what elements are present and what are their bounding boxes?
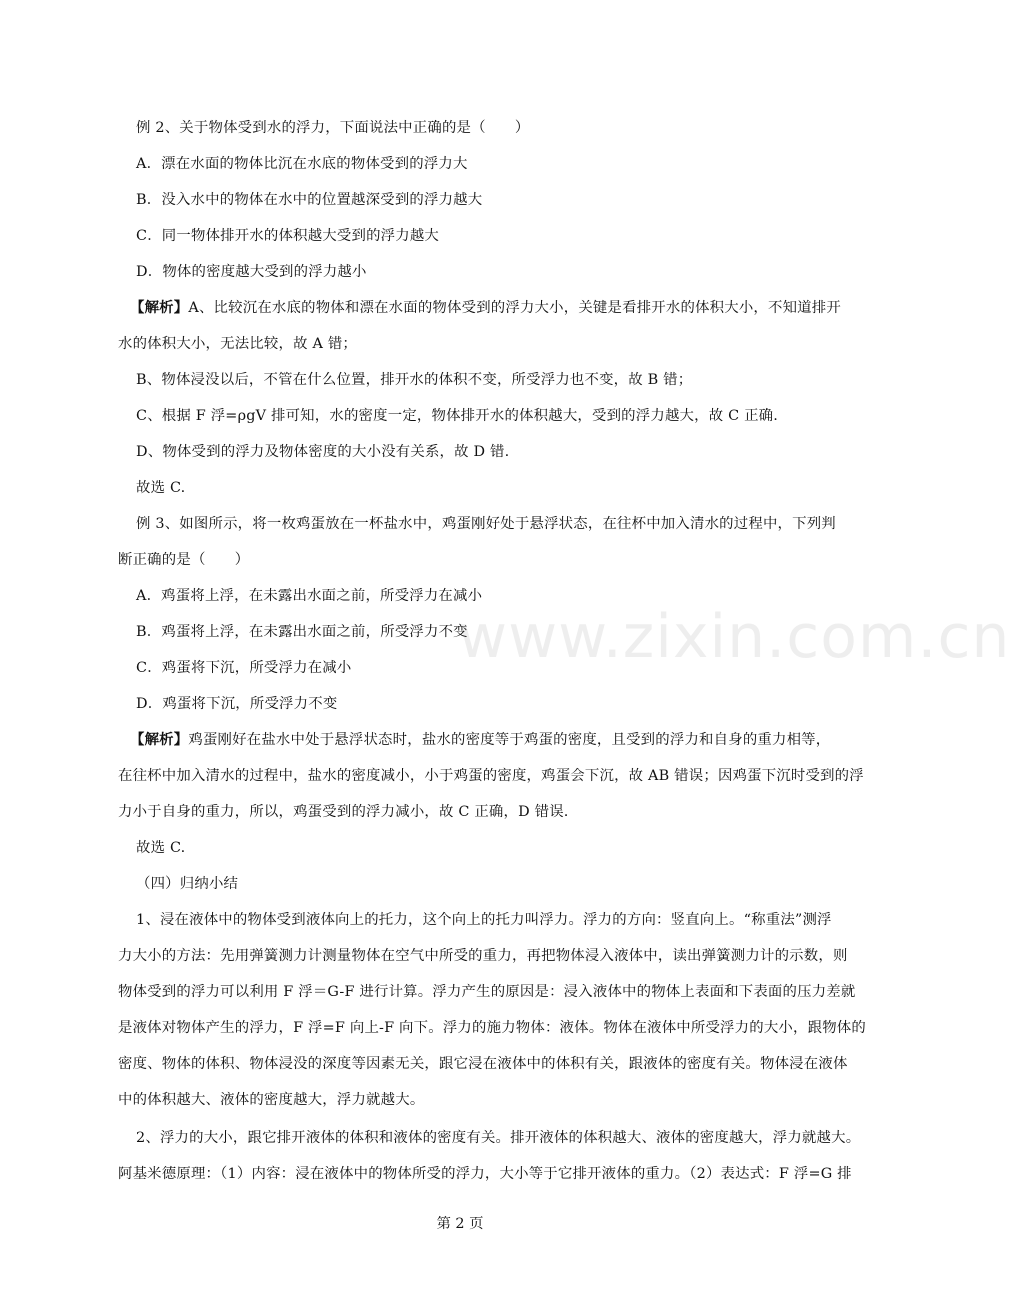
summary-p1-line: 密度、物体的体积、物体浸没的深度等因素无关，跟它浸在液体中的体积有关，跟液体的密度有关。物体浸在液体 (118, 1056, 848, 1072)
example3-option-c: C．鸡蛋将下沉，所受浮力在减小 (136, 660, 352, 676)
summary-heading: （四）归纳小结 (136, 876, 239, 892)
example3-analysis-line2: 在往杯中加入清水的过程中，盐水的密度减小，小于鸡蛋的密度，鸡蛋会下沉，故 AB 错误；因鸡蛋下沉时受到的浮 (118, 768, 864, 784)
example2-question: 例 2、关于物体受到水的浮力，下面说法中正确的是（ ） (136, 120, 530, 136)
example2-option-a: A．漂在水面的物体比沉在水底的物体受到的浮力大 (136, 156, 468, 172)
example2-option-c: C．同一物体排开水的体积越大受到的浮力越大 (136, 228, 440, 244)
example3-analysis-line1: 【解析】鸡蛋刚好在盐水中处于悬浮状态时，盐水的密度等于鸡蛋的密度，且受到的浮力和自身的重力相等， (130, 731, 831, 748)
example2-option-b: B．没入水中的物体在水中的位置越深受到的浮力越大 (136, 192, 483, 208)
example3-question-line1: 例 3、如图所示，将一枚鸡蛋放在一杯盐水中，鸡蛋刚好处于悬浮状态，在往杯中加入清水的过程中，下列判 (136, 516, 836, 532)
example2-answer: 故选 C. (136, 480, 186, 496)
example3-option-b: B．鸡蛋将上浮，在未露出水面之前，所受浮力不变 (136, 624, 468, 640)
summary-p2-line: 2、浮力的大小，跟它排开液体的体积和液体的密度有关。排开液体的体积越大、液体的密度越大，浮力就越大。 (136, 1130, 861, 1146)
example2-analysis-line2: 水的体积大小，无法比较，故 A 错； (118, 336, 358, 352)
watermark: www.zixin.com.cn (458, 602, 1010, 672)
summary-p1-line: 是液体对物体产生的浮力，F 浮=F 向上-F 向下。浮力的施力物体：液体。物体在液体中所受浮力的大小，跟物体的 (118, 1020, 866, 1036)
analysis-label: 【解析】 (130, 731, 189, 748)
summary-p1-line: 中的体积越大、液体的密度越大，浮力就越大。 (118, 1092, 425, 1108)
example3-option-d: D．鸡蛋将下沉，所受浮力不变 (136, 696, 338, 712)
page-number: 第 2 页 (436, 1216, 484, 1232)
summary-p1-line: 1、浸在液体中的物体受到液体向上的托力，这个向上的托力叫浮力。浮力的方向：竖直向上。“称重法”测浮 (136, 912, 832, 928)
analysis-label: 【解析】 (130, 299, 189, 316)
summary-p1-line: 物体受到的浮力可以利用 F 浮＝G-F 进行计算。浮力产生的原因是：浸入液体中的物体上表面和下表面的压力差就 (118, 984, 856, 1000)
example2-analysis-b: B、物体浸没以后，不管在什么位置，排开水的体积不变，所受浮力也不变，故 B 错； (136, 372, 693, 388)
example2-analysis-c: C、根据 F 浮=ρgV 排可知，水的密度一定，物体排开水的体积越大，受到的浮力越大，故 C 正确. (136, 408, 779, 424)
example2-option-d: D．物体的密度越大受到的浮力越小 (136, 264, 367, 280)
summary-p1-line: 力大小的方法：先用弹簧测力计测量物体在空气中所受的重力，再把物体浸入液体中，读出弹簧测力计的示数，则 (118, 948, 848, 964)
example3-analysis-line3: 力小于自身的重力，所以，鸡蛋受到的浮力减小，故 C 正确，D 错误. (118, 804, 569, 820)
example3-option-a: A．鸡蛋将上浮，在未露出水面之前，所受浮力在减小 (136, 588, 483, 604)
example3-answer: 故选 C. (136, 840, 186, 856)
summary-p2-line: 阿基米德原理：（1）内容：浸在液体中的物体所受的浮力，大小等于它排开液体的重力。（2）表达式：F 浮=G 排 (118, 1166, 852, 1182)
example2-analysis-line1: 【解析】A、比较沉在水底的物体和漂在水面的物体受到的浮力大小，关键是看排开水的体积大小，不知道排开 (130, 299, 841, 316)
example3-question-line2: 断正确的是（ ） (118, 552, 250, 568)
example2-analysis-d: D、物体受到的浮力及物体密度的大小没有关系，故 D 错. (136, 444, 510, 460)
